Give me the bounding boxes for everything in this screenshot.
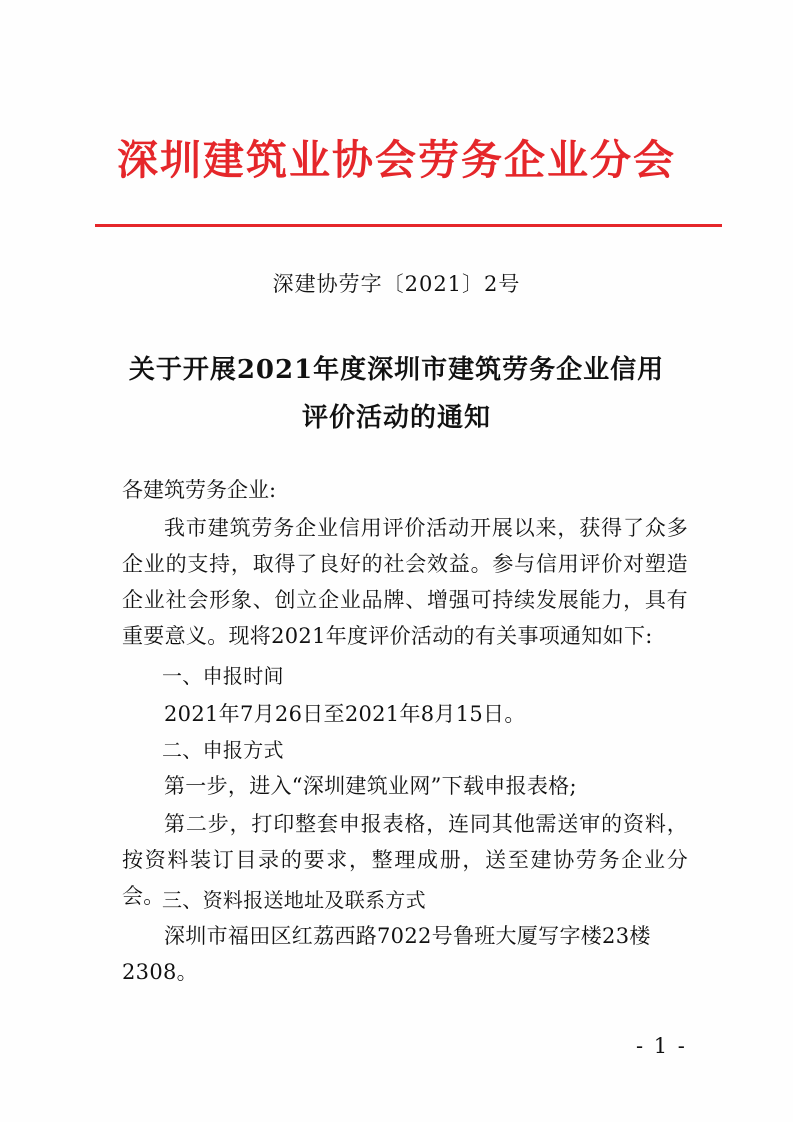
organization-header: 深圳建筑业协会劳务企业分会: [117, 136, 676, 184]
document-number: 深建协劳字〔2021〕2号: [272, 272, 521, 296]
red-divider-line: [95, 224, 722, 227]
salutation: 各建筑劳务企业:: [122, 478, 277, 502]
section-2-heading: 二、申报方式: [162, 738, 284, 762]
section-3-address: 深圳市福田区红荔西路7022号鲁班大厦写字楼23楼2308。: [122, 924, 651, 984]
section-1-heading: 一、申报时间: [162, 664, 284, 688]
section-3-heading: 三、资料报送地址及联系方式: [162, 888, 426, 912]
notice-title: 关于开展2021年度深圳市建筑劳务企业信用评价活动的通知: [128, 355, 665, 433]
page-number: - 1 -: [636, 1034, 687, 1058]
section-2-step-1: 第一步，进入“深圳建筑业网”下载申报表格;: [164, 774, 577, 798]
section-1-text: 2021年7月26日至2021年8月15日。: [164, 702, 526, 726]
section-2-step-2: 第二步，打印整套申报表格，连同其他需送审的资料，按资料装订目录的要求，整理成册，送至建协劳务企业分会。: [122, 812, 688, 908]
intro-paragraph: 我市建筑劳务企业信用评价活动开展以来，获得了众多企业的支持，取得了良好的社会效益。参与信用评价对塑造企业社会形象、创立企业品牌、增强可持续发展能力，具有重要意义。现将2021年度评价活动的有关事项通知如下:: [122, 516, 688, 648]
